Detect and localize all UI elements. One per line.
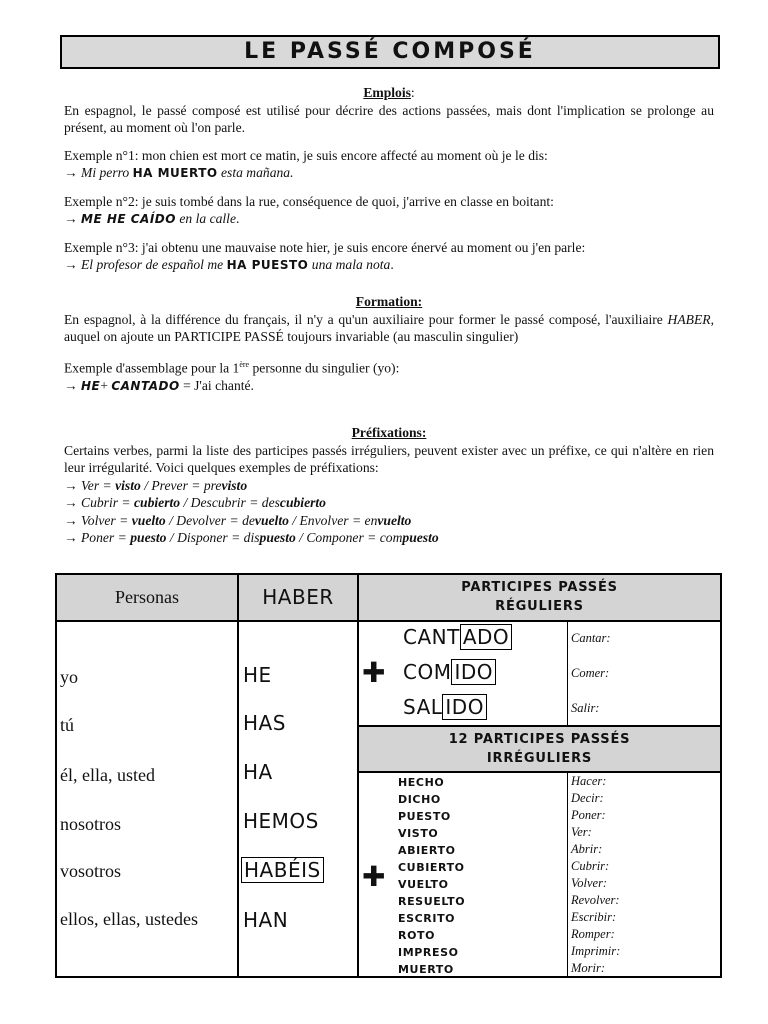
regular-participle-2: COM IDO: [403, 660, 496, 684]
prefix-line-1: → Ver = visto / Prever = previsto: [64, 477, 248, 493]
assembly-example: → HE+ CANTADO = J'ai chanté.: [64, 377, 254, 393]
prefix-section: [64, 424, 714, 547]
irregular-infinitive: Cubrir:: [571, 859, 610, 873]
haber-han: HAN: [243, 908, 289, 932]
prefix-heading: Préfixations:: [351, 425, 427, 440]
persona-nosotros: nosotros: [60, 814, 122, 834]
header-irregular: 12 PARTICIPES PASSÉS IRRÉGULIERS: [448, 732, 631, 766]
plus-icon-irregular: ✚: [362, 860, 386, 893]
regular-inf-divider: [567, 622, 568, 725]
haber-he: HE: [243, 663, 272, 687]
irregular-participle: RESUELTO: [398, 895, 466, 908]
irregular-participle: DICHO: [398, 793, 441, 806]
header-haber: HABER: [262, 585, 334, 609]
regular-participle-1: CANT ADO: [403, 625, 512, 649]
header-irregular-cell: [359, 727, 720, 771]
irregular-participle: HECHO: [398, 776, 445, 789]
irregular-infinitive: Ver:: [571, 825, 592, 839]
irregular-header-divider: [357, 771, 720, 773]
emplois-intro: En espagnol, le passé composé est utilisé pour décrire des actions passées, mais dont l'implication se prolonge au présent, au moment où l'on parle.: [64, 102, 714, 135]
example-2-spanish: → ME HE CAÍDO en la calle.: [64, 211, 240, 226]
regular-bottom-divider: [357, 725, 720, 727]
header-personas-cell: [57, 575, 237, 620]
prefix-line-3: → Volver = vuelto / Devolver = devuelto / Envolver = envuelto: [64, 512, 412, 528]
regular-infinitive-2: Comer:: [571, 666, 610, 680]
irregular-participle: ROTO: [398, 929, 436, 942]
regular-infinitive-1: Cantar:: [571, 631, 611, 645]
haber-hemos: HEMOS: [243, 809, 319, 833]
example-2-label: Exemple n°2: je suis tombé dans la rue, conséquence de quoi, j'arrive en classe en boitant:: [64, 193, 554, 209]
example-3-spanish: → El profesor de español me HA PUESTO una mala nota.: [64, 257, 394, 272]
header-divider: [57, 620, 720, 622]
irregular-infinitive: Decir:: [571, 791, 604, 805]
irregular-participle: ABIERTO: [398, 844, 456, 857]
irregular-participle: MUERTO: [398, 963, 454, 976]
irregular-infinitive: Abrir:: [571, 842, 603, 856]
irregular-infinitive: Volver:: [571, 876, 608, 890]
persona-vosotros: vosotros: [60, 861, 122, 881]
irregular-infinitive: Romper:: [571, 927, 615, 941]
regular-infinitive-3: Salir:: [571, 701, 600, 715]
regular-participle-3: SAL IDO: [403, 695, 487, 719]
formation-heading: Formation:: [355, 294, 423, 309]
column-divider-2: [357, 575, 359, 976]
persona-ellos: ellos, ellas, ustedes: [60, 909, 198, 929]
haber-has: HAS: [243, 711, 286, 735]
irregular-inf-divider: [567, 773, 568, 976]
header-regular-cell: [359, 575, 720, 620]
irregular-infinitive: Poner:: [571, 808, 606, 822]
assembly-example-label: Exemple d'assemblage pour la 1ère personne du singulier (yo):: [64, 359, 400, 376]
conjugation-table: [55, 573, 722, 978]
irregular-participle: VUELTO: [398, 878, 449, 891]
irregular-participle: VISTO: [398, 827, 439, 840]
header-haber-cell: [239, 575, 357, 620]
emplois-section: [64, 84, 714, 275]
emplois-heading: Emplois:: [363, 85, 415, 100]
page-title: LE PASSÉ COMPOSÉ: [60, 35, 720, 69]
example-1-label: Exemple n°1: mon chien est mort ce matin, je suis encore affecté au moment où je le dis:: [64, 147, 548, 163]
example-3-label: Exemple n°3: j'ai obtenu une mauvaise note hier, je suis encore énervé au moment ou j'en parle:: [64, 239, 586, 255]
column-divider-1: [237, 575, 239, 976]
irregular-participle: CUBIERTO: [398, 861, 465, 874]
plus-icon-regular: ✚: [362, 656, 386, 689]
formation-intro: En espagnol, à la différence du français, il n'y a qu'un auxiliaire pour former le passé composé, l'auxiliaire HABER, auquel on ajoute un PARTICIPE PASSÉ toujours invariable (au masculin singulier): [64, 311, 714, 344]
prefix-intro: Certains verbes, parmi la liste des participes passés irréguliers, peuvent exister avec un préfixe, ce qui n'altère en rien leur irrégularité. Voici quelques exemples de préfixations:: [64, 442, 714, 475]
formation-section: [64, 293, 714, 395]
irregular-infinitive: Escribir:: [571, 910, 617, 924]
irregular-participle: PUESTO: [398, 810, 451, 823]
irregular-participle: ESCRITO: [398, 912, 456, 925]
haber-ha: HA: [243, 760, 273, 784]
irregular-infinitive: Revolver:: [571, 893, 620, 907]
persona-el: él, ella, usted: [60, 765, 155, 785]
irregular-participle: IMPRESO: [398, 946, 459, 959]
haber-habeis: HABÉIS: [241, 857, 324, 883]
persona-yo: yo: [60, 667, 78, 687]
prefix-line-4: → Poner = puesto / Disponer = dispuesto / Componer = compuesto: [64, 530, 439, 545]
header-personas: Personas: [115, 587, 179, 607]
irregular-infinitive: Morir:: [571, 961, 606, 975]
persona-tu: tú: [60, 715, 75, 735]
example-1-spanish: → Mi perro HA MUERTO esta mañana.: [64, 165, 294, 180]
irregular-infinitive: Imprimir:: [571, 944, 621, 958]
irregular-infinitive: Hacer:: [571, 774, 607, 788]
header-regular: PARTICIPES PASSÉS RÉGULIERS: [461, 580, 618, 614]
prefix-line-2: → Cubrir = cubierto / Descubrir = descubierto: [64, 495, 326, 510]
